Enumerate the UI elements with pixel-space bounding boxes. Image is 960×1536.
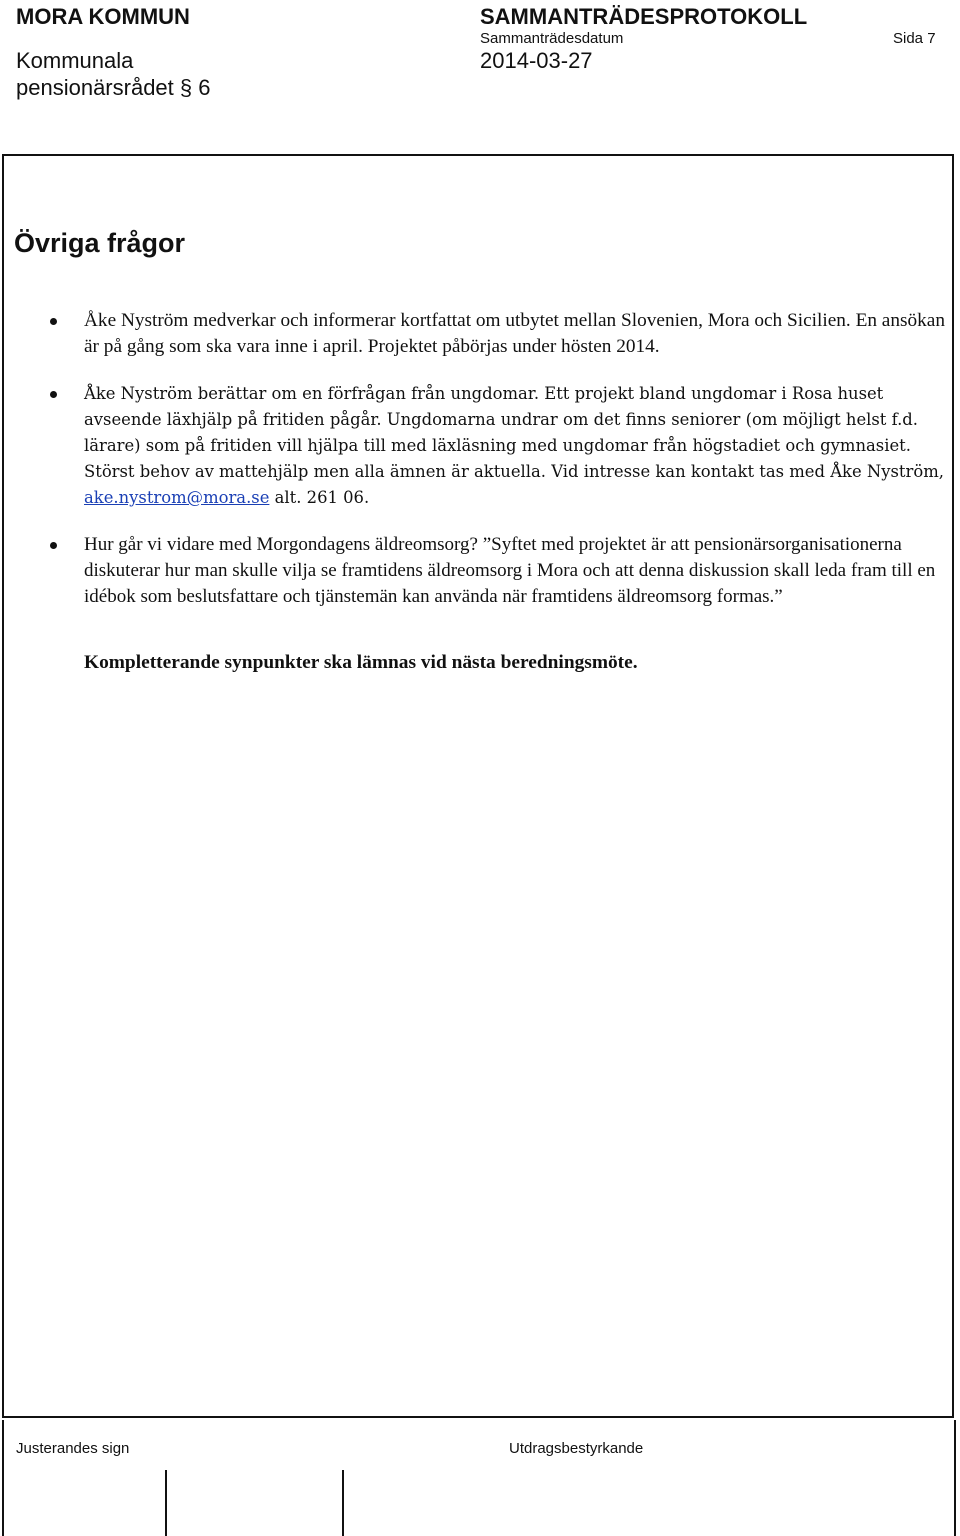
signature-divider (342, 1470, 344, 1536)
list-item (84, 381, 950, 511)
list-item (84, 308, 950, 360)
section-heading: Övriga frågor (14, 228, 186, 258)
bold-note: Kompletterande synpunkter ska lämnas vid nästa beredningsmöte. (84, 652, 638, 673)
document-type: SAMMANTRÄDESPROTOKOLL (480, 4, 808, 29)
list-item-text: Åke Nyström berättar om en förfrågan från ungdomar. Ett projekt bland ungdomar i Rosa huset avseende läxhjälp på fritiden pågår. Ungdomarna undrar om det finns seniorer (om möjligt helst f.d. lärare) som på fritiden vill hjälpa till med läxläsning med ungdomar från högstadiet och gymnasiet. Störst behov av mattehjälp men alla ämnen är aktuella. Vid intresse kan kontakt tas med Åke Nyström, (84, 384, 944, 481)
list-item-text: Åke Nyström medverkar och informerar kortfattat om utbytet mellan Slovenien, Mora och Sicilien. En ansökan är på gång som ska vara inne i april. Projektet påbörjas under hösten 2014. (84, 310, 945, 357)
bullet-icon (50, 542, 57, 549)
meeting-date-label: Sammanträdesdatum (480, 30, 624, 47)
bullet-icon (50, 318, 57, 325)
body-name-line2: pensionärsrådet § 6 (16, 75, 211, 100)
list-item-text-end: alt. 261 06. (269, 488, 370, 507)
agenda-item-list (84, 308, 950, 631)
justerandes-sign-label: Justerandes sign (16, 1440, 130, 1457)
organization-name: MORA KOMMUN (16, 4, 190, 29)
utdragsbestyrkande-label: Utdragsbestyrkande (509, 1440, 644, 1457)
signature-divider (165, 1470, 167, 1536)
meeting-date: 2014-03-27 (480, 48, 593, 73)
signature-footer (2, 1420, 956, 1536)
page-number: Sida 7 (893, 30, 936, 47)
email-link[interactable]: ake.nystrom@mora.se (84, 488, 270, 507)
list-item (84, 532, 950, 610)
list-item-text: Hur går vi vidare med Morgondagens äldreomsorg? ”Syftet med projektet är att pensionärsorganisationerna diskuterar hur man skulle vilja se framtidens äldreomsorg i Mora och att denna diskussion skall leda fram till en idébok som beslutsfattare och tjänstemän kan använda när framtidens äldreomsorg formas.” (84, 534, 936, 607)
body-name-line1: Kommunala (16, 48, 134, 73)
bullet-icon (50, 391, 57, 398)
